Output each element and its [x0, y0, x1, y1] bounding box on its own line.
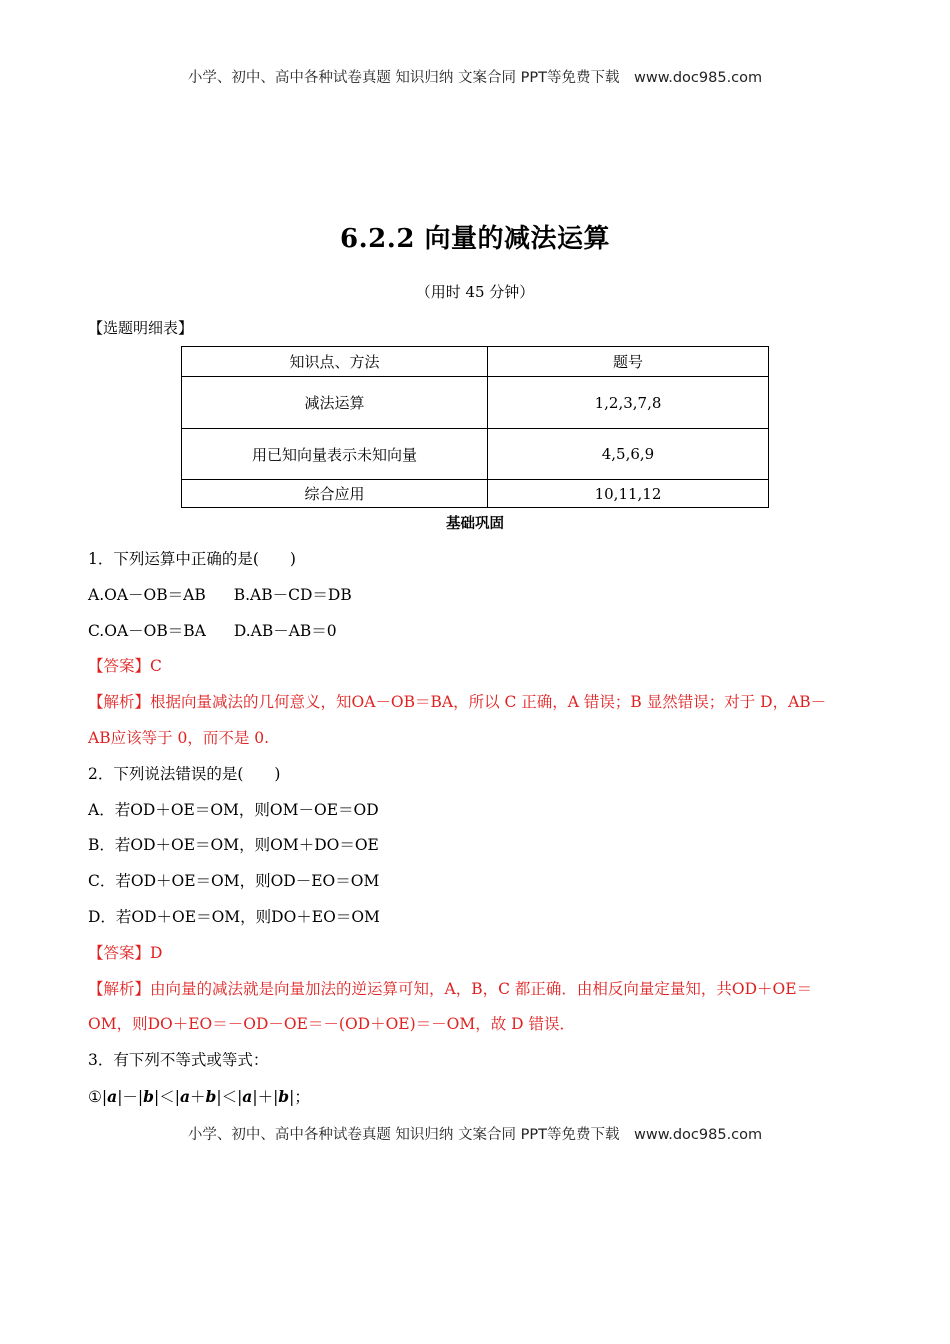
- question-1-analysis-cont: AB应该等于 0，而不是 0.: [88, 728, 270, 747]
- option-a: A.OA－OB＝AB: [88, 585, 206, 604]
- table-row: [182, 429, 769, 480]
- table-header-cell: 题号: [488, 347, 769, 377]
- option-d: D.AB－AB＝0: [233, 621, 337, 640]
- question-1-stem: 1．下列运算中正确的是( ): [88, 550, 296, 568]
- page-header: 小学、初中、高中各种试卷真题 知识归纳 文案合同 PPT等免费下载 www.doc985.com: [187, 70, 763, 86]
- option-d: D．若OD＋OE＝OM，则DO＋EO＝OM: [88, 907, 380, 926]
- vector-a: a: [179, 1086, 190, 1106]
- question-1-options-ab: [88, 578, 868, 614]
- table-cell: 综合应用: [182, 480, 488, 508]
- question-3-stem: 3．有下列不等式或等式：: [88, 1051, 269, 1070]
- section-heading: 基础巩固: [446, 515, 504, 532]
- detail-table: [181, 346, 769, 508]
- item-number: ①: [88, 1087, 102, 1106]
- vector-a: a: [242, 1086, 253, 1106]
- option-c: C.OA－OB＝BA: [88, 621, 206, 640]
- vector-b: b: [278, 1086, 290, 1106]
- page-title: 6.2.2 向量的减法运算: [340, 224, 610, 254]
- option-c: C．若OD＋OE＝OM，则OD－EO＝OM: [88, 872, 380, 891]
- table-row: [182, 377, 769, 429]
- table-cell: 10,11,12: [488, 480, 769, 508]
- question-2-answer: 【答案】D: [88, 943, 163, 962]
- table-cell: 4,5,6,9: [488, 429, 769, 480]
- table-row: [182, 480, 769, 508]
- vector-b: b: [143, 1086, 154, 1106]
- table-header-cell: 知识点、方法: [182, 347, 488, 377]
- question-list: [88, 542, 868, 1115]
- vector-b: b: [205, 1086, 217, 1106]
- question-1-answer: 【答案】C: [88, 657, 162, 676]
- option-b: B．若OD＋OE＝OM，则OM＋DO＝OE: [88, 836, 379, 855]
- question-3-item-1: ①|a|－|b|＜|a＋b|＜|a|＋|b|；: [88, 1086, 310, 1106]
- question-1-options-cd: [88, 614, 868, 650]
- option-a: A．若OD＋OE＝OM，则OM－OE＝OD: [88, 800, 379, 819]
- time-note: （用时 45 分钟）: [415, 283, 535, 301]
- question-2-analysis: 【解析】由向量的减法就是向量加法的逆运算可知，A，B，C 都正确．由相反向量定量知，共OD＋OE＝: [88, 979, 813, 998]
- question-1-analysis: 【解析】根据向量减法的几何意义，知OA－OB＝BA，所以 C 正确，A 错误；B 显然错误；对于 D，AB－: [88, 693, 827, 712]
- page-footer: 小学、初中、高中各种试卷真题 知识归纳 文案合同 PPT等免费下载 www.doc985.com: [187, 1127, 763, 1143]
- table-cell: 用已知向量表示未知向量: [182, 429, 488, 480]
- question-2-analysis-cont: OM，则DO＋EO＝－OD－OE＝－(OD＋OE)＝－OM，故 D 错误．: [88, 1015, 576, 1034]
- table-header-row: [182, 347, 769, 377]
- question-2-stem: 2．下列说法错误的是( ): [88, 764, 281, 783]
- table-cell: 减法运算: [182, 377, 488, 429]
- vector-a: a: [107, 1086, 118, 1106]
- option-b: B.AB－CD＝DB: [233, 585, 352, 604]
- detail-table-label: 【选题明细表】: [88, 319, 194, 337]
- table-cell: 1,2,3,7,8: [488, 377, 769, 429]
